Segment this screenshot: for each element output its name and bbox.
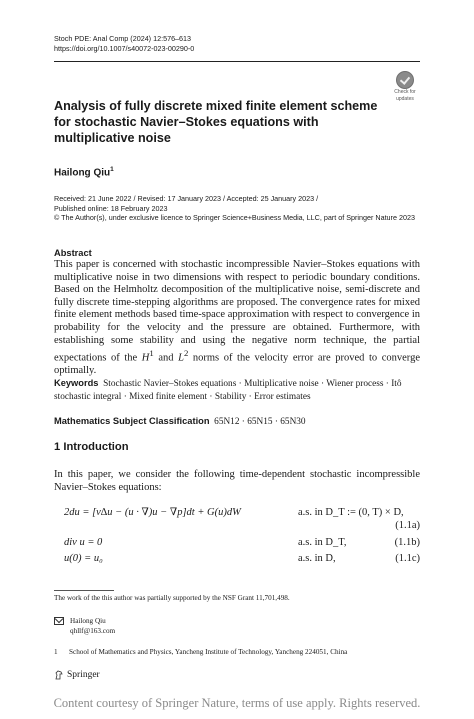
abstract-text-1: This paper is concerned with stochastic incompressible Navier–Stokes equations with multiplicative noise in two dimensions with respect to periodic boundary conditions. Based on the Helmholtz decomposition of the multiplicative noise, semi-discrete and fully discrete time-stepping algorithms are proposed. The convergence rates for mixed finite element methods based time-space approximation with respect to convergence in probability for the velocity and the pressure are obtained. Furthermore, with establishing some stability and using the negative norm technique, the partial expectations of the (54, 259, 420, 364)
equation-2-lhs: div u = 0 (64, 537, 103, 548)
publisher-name: Springer (67, 670, 100, 681)
abstract-text-2: norms of the velocity error are proved to converge optimally. (54, 352, 420, 377)
publication-dates (54, 194, 424, 223)
msc-classification (54, 416, 420, 427)
dates-line-1: Received: 21 June 2022 / Revised: 17 January 2023 / Accepted: 25 January 2023 / (54, 194, 319, 203)
intro-heading: 1 Introduction (54, 441, 129, 453)
msc-codes: 65N12 · 65N15 · 65N30 (214, 417, 306, 427)
contact-name: Hailong Qiu (70, 617, 106, 625)
author-line (54, 166, 114, 178)
badge-line2: updates (396, 95, 414, 102)
equation-2-rhs: a.s. in D_T, (298, 537, 347, 548)
courtesy-notice: Content courtesy of Springer Nature, terms of use apply. Rights reserved. (53, 696, 421, 710)
badge-line1: Check for (394, 89, 416, 95)
envelope-icon (54, 617, 64, 625)
keywords-label: Keywords (54, 378, 99, 388)
affiliation-text: School of Mathematics and Physics, Yancheng Institute of Technology, Yancheng 224051, China (69, 648, 348, 656)
header-rule (54, 61, 420, 62)
copyright-line: © The Author(s), under exclusive licence to Springer Science+Business Media, LLC, part of Springer Nature 2023 (54, 213, 415, 223)
dates-line-2: Published online: 18 February 2023 (54, 203, 168, 213)
equation-1-rhs: a.s. in D_T := (0, T) × D, (298, 507, 404, 518)
math-l: L (178, 352, 184, 364)
math-h-sup: 1 (149, 348, 154, 359)
journal-header (54, 34, 194, 54)
keywords-text: Stochastic Navier–Stokes equations · Multiplicative noise · Wiener process · Itô stochastic integral · Mixed finite element · Stability · Error estimates (54, 379, 402, 402)
corresponding-author (54, 616, 115, 636)
abstract-heading: Abstract (54, 248, 92, 258)
math-l-sup: 2 (183, 348, 189, 359)
author-name: Hailong Qiu (54, 167, 111, 179)
paper-title: Analysis of fully discrete mixed finite element scheme for stochastic Navier–Stokes equations with multiplicative noise (54, 99, 378, 145)
affiliation-number: 1 (54, 648, 58, 656)
math-h: H (141, 352, 150, 364)
author-affil-marker: 1 (110, 166, 114, 173)
equation-3-rhs: a.s. in D, (298, 553, 336, 564)
msc-label: Mathematics Subject Classification (54, 416, 210, 426)
funding-footnote: The work of the this author was partially supported by the NSF Grant 11,701,498. (54, 594, 290, 602)
doi-link[interactable]: https://doi.org/10.1007/s40072-023-00290-0 (54, 44, 195, 53)
equation-3-number: (1.1c) (395, 553, 420, 564)
affiliation (54, 648, 434, 656)
footnote-rule (54, 590, 114, 591)
keywords (54, 377, 420, 403)
equation-1-lhs: 2du = [ν∆u − (u · ∇)u − ∇p]dt + G(u)dW (64, 507, 241, 518)
equation-3-lhs: u(0) = u₀ (64, 553, 103, 564)
contact-email[interactable]: qhllf@163.com (70, 627, 116, 635)
abstract-and: and (153, 352, 179, 364)
check-for-updates-badge[interactable] (391, 71, 419, 101)
journal-citation: Stoch PDE: Anal Comp (2024) 12:576–613 (54, 34, 192, 43)
equation-2-number: (1.1b) (394, 537, 420, 548)
intro-paragraph: In this paper, we consider the following time-dependent stochastic incompressible Navier–Stokes equations: (54, 469, 420, 493)
publisher-mark (54, 670, 100, 680)
springer-horse-icon (54, 670, 64, 680)
check-updates-icon (396, 71, 414, 89)
equation-1-number: (1.1a) (395, 520, 420, 531)
abstract-body (54, 259, 420, 378)
